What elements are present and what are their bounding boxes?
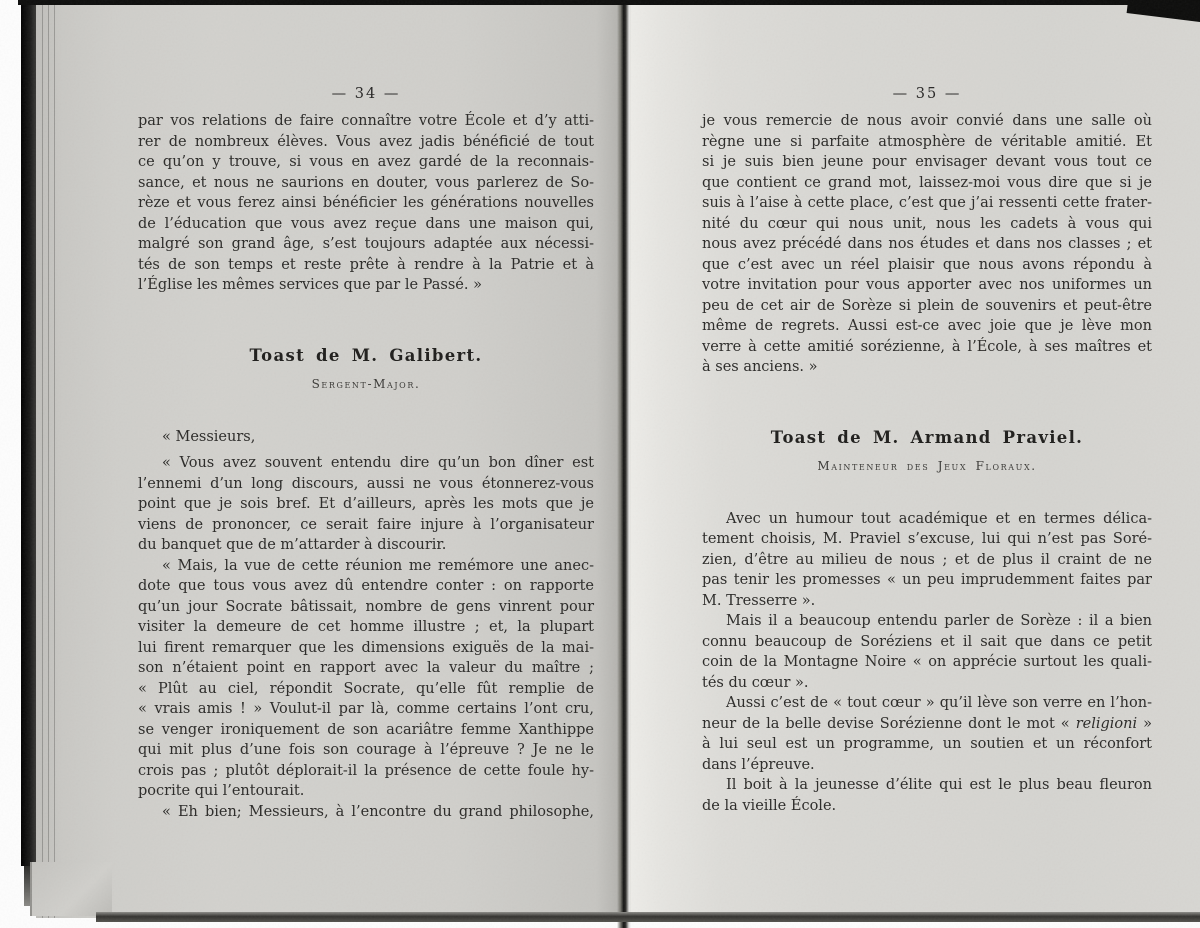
text-line: règne une si parfaite atmosphère de véritable amitié. Et <box>702 133 1152 150</box>
book-spine-edge <box>21 0 36 866</box>
text-line: suis à l’aise à cette place, c’est que j’ai ressenti cette frater- <box>702 195 1152 211</box>
text-line: zien, d’être au milieu de nous ; et de plus il craint de ne <box>702 551 1152 568</box>
text-line: pas tenir les promesses « un peu imprudemment faites par <box>702 572 1152 588</box>
heading: Toast de M. Armand Praviel. <box>770 427 1084 447</box>
text-line: du banquet que de m’attarder à discourir. <box>138 537 447 553</box>
paragraph <box>138 111 594 296</box>
text-line: rèze et vous ferez ainsi bénéficier les générations nouvelles <box>138 195 594 211</box>
text-line: tés du cœur ». <box>702 674 809 691</box>
text-line: par vos relations de faire connaître votre École et d’y atti- <box>138 113 594 129</box>
subheading: Mainteneur des Jeux Floraux. <box>817 458 1037 473</box>
text-line: à ses anciens. » <box>702 359 818 375</box>
text-line: « Vous avez souvent entendu dire qu’un bon dîner est <box>162 455 594 471</box>
page-35 <box>630 4 1200 918</box>
text-line: « Plût au ciel, répondit Socrate, qu’elle fût remplie de <box>138 680 594 697</box>
paragraph <box>138 556 594 802</box>
text-line: de la vieille École. <box>702 797 837 814</box>
text-line: neur de la belle devise Sorézienne dont le mot « religioni » <box>702 715 1153 732</box>
text-column <box>702 86 1152 816</box>
text-line: l’ennemi d’un long discours, aussi ne vous étonnerez-vous <box>138 475 594 492</box>
page-34 <box>36 4 620 918</box>
text-line: pocrite qui l’entourait. <box>138 783 305 799</box>
text-line: l’Église les mêmes services que par le Passé. » <box>138 277 482 293</box>
text-line: dans l’épreuve. <box>702 756 815 773</box>
page-number: — 35 — <box>892 86 962 102</box>
text-line: « vrais amis ! » Voulut-il par là, comme certains l’ont cru, <box>138 701 594 717</box>
paragraph <box>138 453 594 556</box>
text-line: je vous remercie de nous avoir convié dans une salle où <box>702 113 1152 129</box>
text-line: se venger ironiquement de son acariâtre femme Xanthippe <box>138 721 594 738</box>
text-line: tement choisis, M. Praviel s’excuse, lui qui n’est pas Soré- <box>702 531 1152 547</box>
text-line: nité du cœur qui nous unit, nous les cadets à vous qui <box>702 215 1152 232</box>
text-line: votre invitation pour vous apporter avec nos uniformes un <box>702 277 1152 293</box>
paragraph <box>702 611 1152 693</box>
text-line: nous avez précédé dans nos études et dans nos classes ; et <box>702 236 1152 252</box>
paragraph <box>138 427 594 448</box>
text-line: Aussi c’est de « tout cœur » qu’il lève son verre en l’hon- <box>726 695 1152 711</box>
text-line: coin de la Montagne Noire « on apprécie surtout les quali- <box>702 654 1152 670</box>
page-bottom-corner <box>30 862 112 916</box>
text-line: M. Tresserre ». <box>702 592 816 609</box>
text-line: sance, et nous ne saurions en douter, vous parlerez de So- <box>138 174 594 191</box>
page-number: — 34 — <box>331 86 401 102</box>
text-line: Mais il a beaucoup entendu parler de Sorèze : il a bien <box>726 613 1152 629</box>
text-line: visiter la demeure de cet homme illustre ; et, la plupart <box>138 619 594 635</box>
text-line: que contient ce grand mot, laissez-moi vous dire que si je <box>702 174 1152 191</box>
text-line: « Mais, la vue de cette réunion me remémore une anec- <box>162 557 594 574</box>
text-line: ce qu’on y trouve, si vous en avez gardé de la reconnais- <box>138 154 594 170</box>
text-line: à lui seul est un programme, un soutien et un réconfort <box>702 736 1152 752</box>
text-line: connu beaucoup de Soréziens et il sait que dans ce petit <box>702 633 1152 650</box>
paragraph <box>138 802 594 823</box>
text-line: si je suis bien jeune pour envisager devant vous tout ce <box>702 154 1152 170</box>
text-line: viens de prononcer, ce serait faire injure à l’organisateur <box>138 516 594 533</box>
paragraph <box>702 111 1152 378</box>
book-gutter-shadow <box>617 0 631 928</box>
text-line: son n’étaient point en rapport avec la valeur du maître ; <box>138 660 594 676</box>
text-line: que c’est avec un réel plaisir que nous avons répondu à <box>702 256 1152 273</box>
text-line: « Messieurs, <box>162 428 256 445</box>
text-line: de l’éducation que vous avez reçue dans une maison qui, <box>138 215 594 232</box>
text-line: verre à cette amitié sorézienne, à l’École, à ses maîtres et <box>702 338 1152 355</box>
text-line: Il boit à la jeunesse d’élite qui est le plus beau fleuron <box>726 777 1152 793</box>
text-line: tés de son temps et reste prête à rendre à la Patrie et à <box>138 256 594 273</box>
paragraph <box>702 775 1152 816</box>
text-line: qu’un jour Socrate bâtissait, nombre de gens vinrent pour <box>138 598 594 615</box>
subheading: Sergent-Major. <box>311 376 421 391</box>
paragraph <box>702 693 1152 775</box>
text-line: peu de cet air de Sorèze si plein de souvenirs et peut-être <box>702 297 1152 314</box>
heading: Toast de M. Galibert. <box>249 345 483 365</box>
text-line: qui mit plus d’une fois son courage à l’épreuve ? Je ne le <box>138 742 594 758</box>
paragraph <box>702 509 1152 612</box>
text-line: dote que tous vous avez dû entendre conter : on rapporte <box>138 578 594 594</box>
text-line: Avec un humour tout académique et en termes délica- <box>726 510 1152 527</box>
text-line: crois pas ; plutôt déplorait-il la présence de cette foule hy- <box>138 762 594 779</box>
text-line: « Eh bien; Messieurs, à l’encontre du grand philosophe, <box>162 803 594 820</box>
page-bottom-edge <box>96 912 1200 922</box>
text-line: même de regrets. Aussi est-ce avec joie que je lève mon <box>702 318 1152 334</box>
text-column <box>138 86 594 822</box>
text-line: malgré son grand âge, s’est toujours adaptée aux nécessi- <box>138 236 594 252</box>
text-line: point que je sois bref. Et d’ailleurs, après les mots que je <box>138 496 594 512</box>
text-line: lui firent remarquer que les dimensions exiguës de la mai- <box>138 639 594 656</box>
page-top-edge <box>18 0 1200 5</box>
text-line: rer de nombreux élèves. Vous avez jadis bénéficié de tout <box>138 133 594 150</box>
